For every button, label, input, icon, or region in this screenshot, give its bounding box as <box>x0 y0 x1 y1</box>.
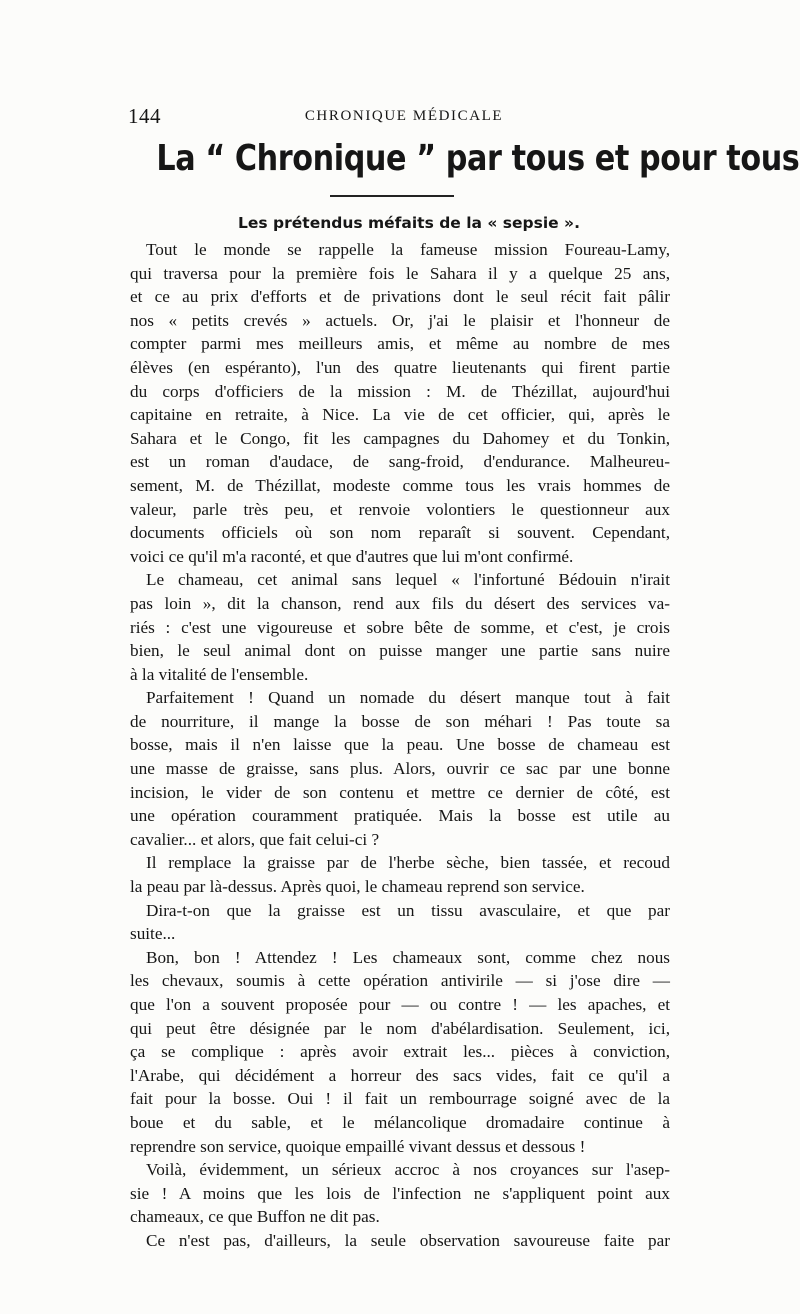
text-line: documents officiels où son nom reparaît si souvent. Cependant, <box>130 523 670 543</box>
text-line: Bon, bon ! Attendez ! Les chameaux sont, comme chez nous <box>146 947 670 967</box>
text-line: qui traversa pour la première fois le Sahara il y a quelque 25 ans, <box>130 263 670 283</box>
text-line: voici ce qu'il m'a raconté, et que d'autres que lui m'ont confirmé. <box>130 546 574 566</box>
text-line: compter parmi mes meilleurs amis, et même au nombre de mes <box>130 334 670 354</box>
text-line: cavalier... et alors, que fait celui-ci ? <box>130 829 380 849</box>
text-line: une opération couramment pratiquée. Mais la bosse est utile au <box>130 806 670 826</box>
text-line: et ce au prix d'efforts et de privations dont le seul récit fait pâlir <box>130 287 670 307</box>
running-head <box>128 104 670 132</box>
article-subtitle: Les prétendus méfaits de la « sepsie ». <box>238 214 580 232</box>
text-line: Ce n'est pas, d'ailleurs, la seule observation savoureuse faite par <box>146 1230 670 1250</box>
text-line: une masse de graisse, sans plus. Alors, ouvrir ce sac par une bonne <box>130 759 670 779</box>
text-line: chameaux, ce que Buffon ne dit pas. <box>130 1207 380 1227</box>
text-line: Le chameau, cet animal sans lequel « l'infortuné Bédouin n'irait <box>146 570 670 590</box>
page-number: 144 <box>128 104 161 128</box>
text-line: la peau par là-dessus. Après quoi, le chameau reprend son service. <box>130 877 585 897</box>
text-line: élèves (en espéranto), l'un des quatre lieutenants qui firent partie <box>130 357 670 377</box>
article-body <box>130 238 670 1253</box>
text-line: est un roman d'audace, de sang-froid, d'endurance. Malheureu- <box>130 452 670 472</box>
text-line: incision, le vider de son contenu et mettre ce dernier de côté, est <box>130 782 670 802</box>
text-line: ça se complique : après avoir extrait les... pièces à conviction, <box>130 1042 670 1062</box>
text-line: capitaine en retraite, à Nice. La vie de cet officier, qui, après le <box>130 405 670 425</box>
text-line: boue et du sable, et le mélancolique dromadaire continue à <box>130 1112 670 1132</box>
text-line: les chevaux, soumis à cette opération antivirile — si j'ose dire — <box>130 971 670 991</box>
text-line: fait pour la bosse. Oui ! il fait un rembourrage soigné avec de la <box>130 1089 670 1109</box>
text-line: bosse, mais il n'en laisse que la peau. Une bosse de chameau est <box>130 735 670 755</box>
text-line: reprendre son service, quoique empaillé vivant dessus et dessous ! <box>130 1136 586 1156</box>
article-title: La “ Chronique ” par tous et pour tous <box>156 138 800 179</box>
text-line: nos « petits crevés » actuels. Or, j'ai le plaisir et l'honneur de <box>130 310 670 330</box>
text-line: l'Arabe, qui décidément a horreur des sacs vides, fait ce qu'il a <box>130 1065 670 1085</box>
text-line: Parfaitement ! Quand un nomade du désert manque tout à fait <box>146 688 670 708</box>
title-rule <box>330 195 454 197</box>
text-line: que l'on a souvent proposée pour — ou contre ! — les apaches, et <box>130 995 670 1014</box>
journal-title: CHRONIQUE MÉDICALE <box>304 108 504 124</box>
text-line: sie ! A moins que les lois de l'infection ne s'appliquent point aux <box>130 1183 670 1203</box>
text-line: valeur, parle très peu, et renvoie volontiers le questionneur aux <box>130 499 670 519</box>
text-line: Sahara et le Congo, fit les campagnes du Dahomey et du Tonkin, <box>130 428 670 448</box>
text-line: à la vitalité de l'ensemble. <box>130 664 309 684</box>
text-line: Tout le monde se rappelle la fameuse mission Foureau-Lamy, <box>146 240 670 259</box>
text-line: Voilà, évidemment, un sérieux accroc à nos croyances sur l'asep- <box>146 1160 670 1180</box>
text-line: Il remplace la graisse par de l'herbe sèche, bien tassée, et recoud <box>146 853 670 873</box>
text-line: pas loin », dit la chanson, rend aux fils du désert des services va- <box>130 593 670 613</box>
text-line: de nourriture, il mange la bosse de son méhari ! Pas toute sa <box>130 711 670 731</box>
text-line: bien, le seul animal dont on puisse manger une partie sans nuire <box>130 641 670 661</box>
text-line: Dira-t-on que la graisse est un tissu avasculaire, et que par <box>146 900 670 920</box>
text-line: sement, M. de Thézillat, modeste comme tous les vrais hommes de <box>130 475 670 495</box>
text-line: qui peut être désignée par le nom d'abélardisation. Seulement, ici, <box>130 1018 670 1038</box>
text-line: riés : c'est une vigoureuse et sobre bête de somme, et c'est, je crois <box>130 617 670 637</box>
text-line: du corps d'officiers de la mission : M. de Thézillat, aujourd'hui <box>130 381 670 401</box>
text-line: suite... <box>130 924 176 944</box>
